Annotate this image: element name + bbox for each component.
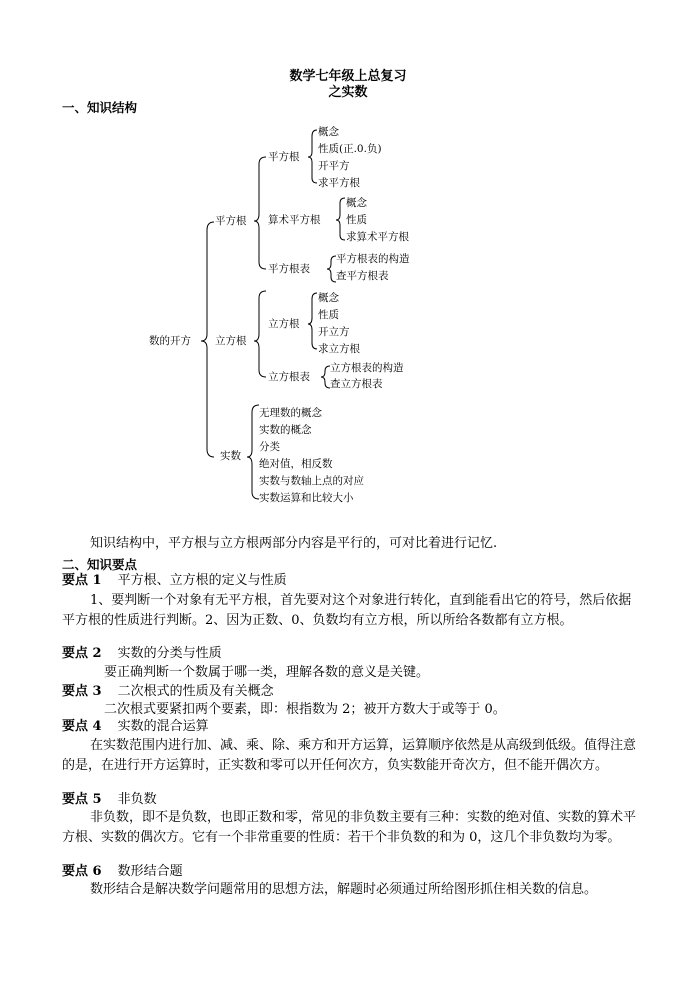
tree-leaf: 性质 bbox=[346, 214, 367, 226]
point-3-text: 二次根式要紧扣两个要素，即：根指数为 2；被开方数大于或等于 0。 bbox=[104, 702, 506, 717]
document-title: 数学七年级上总复习 bbox=[289, 69, 407, 84]
point-label: 要点 2 bbox=[62, 646, 102, 661]
section-heading-points: 二、知识要点 bbox=[62, 557, 138, 572]
point-label: 要点 3 bbox=[62, 684, 102, 699]
point-label: 要点 4 bbox=[62, 719, 102, 734]
document-subtitle: 之实数 bbox=[328, 85, 368, 100]
section-heading-structure: 一、知识结构 bbox=[62, 100, 138, 115]
tree-leaf: 立方根表的构造 bbox=[330, 362, 404, 374]
tree-leaf: 查立方根表 bbox=[330, 378, 383, 390]
tree-leaf: 求立方根 bbox=[318, 343, 360, 355]
point-title: 平方根、立方根的定义与性质 bbox=[117, 573, 287, 588]
point-5-text: 非负数，即不是负数，也即正数和零，常见的非负数主要有三种：实数的绝对值、实数的算术平方根、实数的偶次方。它有一个非常重要的性质：若干个非负数的和为 0，这几个非负数均为零。 bbox=[62, 810, 637, 845]
point-title: 实数的混合运算 bbox=[117, 719, 209, 734]
tree-leaf: 性质(正.0.负) bbox=[318, 143, 382, 155]
tree-node-pfg: 平方根 bbox=[215, 215, 247, 227]
tree-node-lfg-sub2: 立方根表 bbox=[268, 371, 310, 383]
point-2-text: 要正确判断一个数属于哪一类，理解各数的意义是关键。 bbox=[104, 665, 430, 680]
tree-leaf: 实数的概念 bbox=[259, 424, 312, 436]
point-4-text: 在实数范围内进行加、减、乘、除、乘方和开方运算，运算顺序依然是从高级到低级。值得注意的是，在进行开方运算时，正实数和零可以开任何次方，负实数能开奇次方，但不能开偶次方。 bbox=[62, 738, 637, 773]
point-title: 非负数 bbox=[117, 792, 157, 807]
tree-leaf: 求算术平方根 bbox=[346, 231, 409, 243]
tree-node-pfg-sub1: 平方根 bbox=[268, 151, 300, 163]
tree-node-lfg: 立方根 bbox=[215, 335, 247, 347]
point-label: 要点 5 bbox=[62, 792, 102, 807]
tree-leaf: 概念 bbox=[318, 292, 339, 304]
point-6-text: 数形结合是解决数学问题常用的思想方法，解题时必须通过所给图形抓住相关数的信息。 bbox=[90, 882, 598, 897]
tree-leaf: 概念 bbox=[318, 126, 339, 138]
tree-leaf: 性质 bbox=[318, 309, 339, 321]
tree-node-pfg-sub2: 算术平方根 bbox=[268, 214, 321, 226]
tree-leaf: 实数与数轴上点的对应 bbox=[259, 475, 364, 487]
tree-root: 数的开方 bbox=[149, 335, 191, 347]
structure-note: 知识结构中，平方根与立方根两部分内容是平行的，可对比着进行记忆. bbox=[90, 536, 498, 551]
point-6-heading bbox=[62, 862, 183, 882]
point-title: 二次根式的性质及有关概念 bbox=[117, 684, 274, 699]
tree-leaf: 概念 bbox=[346, 197, 367, 209]
tree-node-ss: 实数 bbox=[220, 450, 241, 462]
tree-leaf: 开平方 bbox=[318, 160, 350, 172]
tree-node-pfg-sub3: 平方根表 bbox=[268, 263, 310, 275]
tree-leaf: 无理数的概念 bbox=[259, 407, 322, 419]
tree-leaf: 分类 bbox=[259, 441, 280, 453]
point-title: 实数的分类与性质 bbox=[117, 646, 222, 661]
tree-leaf: 查平方根表 bbox=[336, 270, 389, 282]
point-3-heading bbox=[62, 682, 274, 702]
point-label: 要点 1 bbox=[62, 573, 102, 588]
tree-leaf: 求平方根 bbox=[318, 177, 360, 189]
point-5-heading bbox=[62, 790, 157, 810]
point-title: 数形结合题 bbox=[117, 864, 183, 879]
point-4-heading bbox=[62, 717, 209, 737]
tree-leaf: 实数运算和比较大小 bbox=[259, 492, 354, 504]
point-1-text: 1、要判断一个对象有无平方根，首先要对这个对象进行转化，直到能看出它的符号，然后依据平方根的性质进行判断。2、因为正数、0、负数均有立方根，所以所给各数都有立方根。 bbox=[62, 593, 632, 628]
tree-leaf: 平方根表的构造 bbox=[336, 253, 410, 265]
point-label: 要点 6 bbox=[62, 864, 102, 879]
tree-node-lfg-sub1: 立方根 bbox=[268, 318, 300, 330]
point-1-heading bbox=[62, 571, 287, 591]
tree-leaf: 开立方 bbox=[318, 326, 350, 338]
point-2-heading bbox=[62, 644, 222, 664]
tree-leaf: 绝对值，相反数 bbox=[259, 458, 333, 470]
